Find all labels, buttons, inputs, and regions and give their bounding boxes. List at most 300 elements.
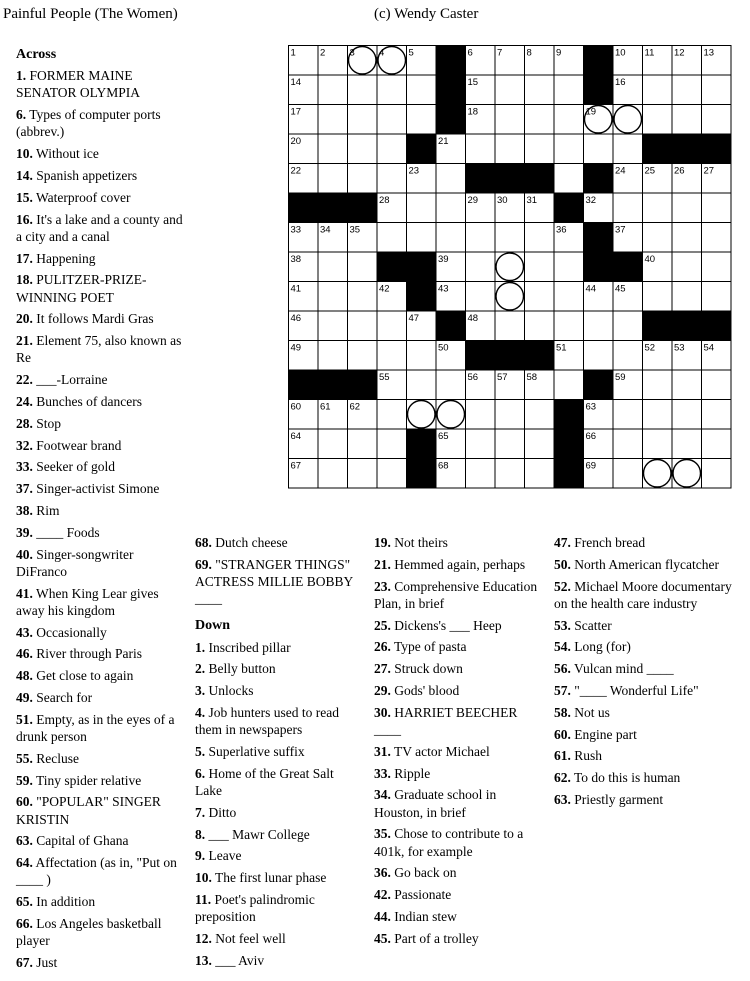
black-square <box>495 341 525 371</box>
black-square <box>466 164 496 194</box>
clue-text: Not feel well <box>211 930 286 946</box>
across-clue <box>16 271 186 305</box>
across-clue <box>16 954 186 971</box>
clue-number: 59. <box>16 772 33 788</box>
grid-cell[interactable] <box>377 105 407 135</box>
down-clue <box>195 639 363 656</box>
cell-number: 10 <box>615 47 626 59</box>
grid-cell[interactable] <box>525 429 555 459</box>
grid-cell[interactable] <box>613 311 643 341</box>
clue-text: Bunches of dancers <box>32 393 142 409</box>
clue-number: 68. <box>195 535 212 550</box>
grid-cell[interactable] <box>554 164 584 194</box>
grid-cell[interactable] <box>318 282 348 312</box>
cell-number: 65 <box>438 431 449 442</box>
down-clue-column-2 <box>374 534 544 952</box>
grid-cell[interactable] <box>613 193 643 223</box>
clue-text: Scatter <box>570 617 612 633</box>
across-clue <box>16 189 186 206</box>
grid-cell[interactable] <box>613 341 643 371</box>
grid-cell[interactable] <box>377 341 407 371</box>
grid-cell[interactable] <box>525 311 555 341</box>
across-clue <box>16 67 186 101</box>
clue-text: Capital of Ghana <box>32 833 129 849</box>
cell-number: 47 <box>408 313 420 324</box>
grid-cell[interactable] <box>702 75 732 105</box>
across-clue <box>16 332 186 366</box>
grid-cell[interactable] <box>643 429 673 459</box>
cell-number: 2 <box>320 47 326 59</box>
grid-cell[interactable] <box>643 193 673 223</box>
clue-text: Footwear brand <box>32 437 122 453</box>
grid-cell[interactable] <box>702 400 732 430</box>
cell-number: 44 <box>585 283 597 295</box>
clue-number: 37. <box>16 481 33 497</box>
grid-cell[interactable] <box>318 429 348 459</box>
clue-text: Unlocks <box>205 683 254 699</box>
across-clue <box>16 310 186 327</box>
cell-number: 69 <box>585 460 597 472</box>
grid-cell[interactable] <box>407 223 437 253</box>
cell-number: 62 <box>349 401 361 413</box>
across-clue <box>16 893 186 910</box>
clue-text: Occasionally <box>32 624 107 640</box>
cell-number: 14 <box>290 77 302 88</box>
clue-text: Los Angeles basketball player <box>16 915 162 949</box>
grid-cell[interactable] <box>672 223 702 253</box>
down-clue <box>195 660 363 677</box>
grid-cell[interactable] <box>348 252 378 282</box>
grid-cell[interactable] <box>672 370 702 400</box>
clue-number: 63. <box>16 833 33 849</box>
across-clue <box>16 371 186 388</box>
grid-cell[interactable] <box>407 341 437 371</box>
clue-number: 40. <box>16 546 33 562</box>
grid-cell[interactable] <box>348 164 378 194</box>
grid-cell[interactable] <box>318 75 348 105</box>
cell-number: 52 <box>644 342 656 354</box>
grid-cell[interactable] <box>436 370 466 400</box>
clue-text: Seeker of gold <box>32 459 115 475</box>
clue-text: Just <box>32 954 58 970</box>
clue-number: 44. <box>374 908 391 924</box>
clue-number: 1. <box>16 68 27 84</box>
down-clue <box>374 908 544 925</box>
grid-cell[interactable] <box>525 400 555 430</box>
black-square <box>554 400 584 430</box>
grid-cell[interactable] <box>495 459 525 489</box>
grid-cell[interactable] <box>525 223 555 253</box>
grid-cell[interactable] <box>318 105 348 135</box>
grid-cell[interactable] <box>554 134 584 164</box>
grid-cell[interactable] <box>525 282 555 312</box>
black-square <box>584 46 614 76</box>
grid-cell[interactable] <box>495 400 525 430</box>
grid-cell[interactable] <box>643 105 673 135</box>
clue-number: 35. <box>374 826 391 842</box>
grid-cell[interactable] <box>584 311 614 341</box>
grid-cell[interactable] <box>318 164 348 194</box>
grid-cell[interactable] <box>377 429 407 459</box>
black-square <box>318 370 348 400</box>
grid-cell[interactable] <box>525 75 555 105</box>
grid-cell[interactable] <box>702 370 732 400</box>
grid-cell[interactable] <box>672 105 702 135</box>
cell-number: 28 <box>379 195 390 206</box>
grid-cell[interactable] <box>348 105 378 135</box>
across-clue <box>16 832 186 849</box>
clue-number: 6. <box>16 107 27 123</box>
down-clue <box>554 556 734 573</box>
clue-number: 32. <box>16 437 33 453</box>
grid-cell[interactable] <box>702 252 732 282</box>
clue-number: 34. <box>374 787 391 803</box>
clue-number: 30. <box>374 704 391 720</box>
cell-number: 23 <box>408 165 420 177</box>
circled-cell-marker <box>673 460 701 488</box>
grid-cell[interactable] <box>554 75 584 105</box>
clue-number: 13. <box>195 952 212 968</box>
clue-text: Stop <box>32 415 62 431</box>
clue-text: Rim <box>32 502 60 518</box>
cell-number: 45 <box>615 283 626 295</box>
grid-cell[interactable] <box>466 134 496 164</box>
grid-cell[interactable] <box>407 370 437 400</box>
clue-text: Search for <box>32 689 93 705</box>
clue-text: Home of the Great Salt Lake <box>195 765 334 798</box>
black-square <box>584 75 614 105</box>
grid-cell[interactable] <box>318 252 348 282</box>
black-square <box>407 282 437 312</box>
grid-cell[interactable] <box>466 400 496 430</box>
down-heading: Down <box>195 618 231 634</box>
clue-text: It follows Mardi Gras <box>32 311 154 327</box>
cell-number: 5 <box>408 47 414 59</box>
clue-text: TV actor Michael <box>390 743 490 759</box>
grid-cell[interactable] <box>672 282 702 312</box>
grid-cell[interactable] <box>495 429 525 459</box>
grid-cell[interactable] <box>584 341 614 371</box>
clue-number: 52. <box>554 578 571 594</box>
cell-number: 22 <box>290 165 302 177</box>
grid-cell[interactable] <box>495 223 525 253</box>
cell-number: 11 <box>644 47 655 59</box>
clue-number: 7. <box>195 804 206 820</box>
grid-cell[interactable] <box>643 400 673 430</box>
grid-cell[interactable] <box>436 164 466 194</box>
cell-number: 3 <box>349 47 355 59</box>
clue-text: Types of computer ports (abbrev.) <box>16 107 161 140</box>
grid-cell[interactable] <box>613 134 643 164</box>
black-square <box>348 370 378 400</box>
grid-cell[interactable] <box>702 193 732 223</box>
across-clue <box>16 854 186 888</box>
black-square <box>407 459 437 489</box>
down-clue <box>374 534 544 551</box>
across-clue-column-1 <box>16 46 186 976</box>
clue-number: 4. <box>195 705 206 720</box>
grid-cell[interactable] <box>318 459 348 489</box>
clue-text: Indian stew <box>390 908 457 924</box>
grid-cell[interactable] <box>436 223 466 253</box>
grid-cell[interactable] <box>407 105 437 135</box>
grid-cell[interactable] <box>672 429 702 459</box>
cell-number: 27 <box>703 165 715 177</box>
grid-cell[interactable] <box>525 105 555 135</box>
clue-text: Vulcan mind ____ <box>570 661 674 677</box>
black-square <box>407 429 437 459</box>
down-clue <box>554 638 734 655</box>
grid-cell[interactable] <box>466 429 496 459</box>
clue-text: Tiny spider relative <box>32 772 142 788</box>
grid-cell[interactable] <box>554 311 584 341</box>
grid-cell[interactable] <box>643 282 673 312</box>
across-clue <box>16 915 186 949</box>
clue-number: 23. <box>374 578 391 594</box>
black-square <box>289 193 319 223</box>
clue-text: Passionate <box>390 887 452 903</box>
grid-cell[interactable] <box>525 252 555 282</box>
grid-cell[interactable] <box>318 341 348 371</box>
black-square <box>289 370 319 400</box>
cell-number: 8 <box>526 47 532 59</box>
across-clue <box>16 772 186 789</box>
black-square <box>672 134 702 164</box>
grid-cell[interactable] <box>377 311 407 341</box>
down-clue <box>554 578 734 612</box>
grid-cell[interactable] <box>672 75 702 105</box>
clue-text: ___ Aviv <box>211 952 265 968</box>
grid-cell[interactable] <box>495 134 525 164</box>
clue-text: Belly button <box>205 661 276 677</box>
black-square <box>554 459 584 489</box>
black-square <box>436 311 466 341</box>
clue-text: Comprehensive Education Plan, in brief <box>374 578 538 611</box>
clue-text: When King Lear gives away his kingdom <box>16 585 159 618</box>
grid-cell[interactable] <box>702 459 732 489</box>
cell-number: 55 <box>379 372 390 383</box>
clue-number: 19. <box>374 535 391 550</box>
grid-cell[interactable] <box>318 311 348 341</box>
grid-cell[interactable] <box>702 223 732 253</box>
grid-cell[interactable] <box>466 223 496 253</box>
grid-cell[interactable] <box>584 134 614 164</box>
clue-text: "STRANGER THINGS" ACTRESS MILLIE BOBBY ____ <box>195 556 353 607</box>
down-clue <box>374 786 544 820</box>
clue-text: "POPULAR" SINGER KRISTIN <box>16 794 161 827</box>
clue-text: Without ice <box>32 146 99 162</box>
grid-cell[interactable] <box>702 429 732 459</box>
clue-number: 27. <box>374 661 391 677</box>
black-square <box>584 252 614 282</box>
down-clue-column-3 <box>554 534 734 813</box>
grid-cell[interactable] <box>495 75 525 105</box>
across-clue <box>16 250 186 267</box>
clue-number: 54. <box>554 639 571 655</box>
grid-cell[interactable] <box>407 75 437 105</box>
down-clue <box>374 556 544 573</box>
grid-cell[interactable] <box>672 400 702 430</box>
cell-number: 9 <box>556 47 562 59</box>
cell-number: 53 <box>674 342 685 354</box>
cell-number: 56 <box>467 372 479 383</box>
grid-cell[interactable] <box>348 311 378 341</box>
down-clue <box>374 930 544 947</box>
down-clue <box>554 726 734 743</box>
grid-cell[interactable] <box>495 105 525 135</box>
across-clue <box>16 667 186 684</box>
clue-number: 41. <box>16 585 33 601</box>
cell-number: 42 <box>379 283 390 295</box>
grid-cell[interactable] <box>348 429 378 459</box>
clue-number: 9. <box>195 848 206 864</box>
clue-text: FORMER MAINE SENATOR OLYMPIA <box>16 68 141 101</box>
clue-number: 29. <box>374 682 391 698</box>
black-square <box>495 164 525 194</box>
grid-cell[interactable] <box>613 429 643 459</box>
cell-number: 19 <box>585 106 597 118</box>
clue-text: Priestly garment <box>570 791 664 807</box>
cell-number: 68 <box>438 460 449 472</box>
black-square <box>643 311 673 341</box>
across-clue <box>16 793 186 827</box>
grid-cell[interactable] <box>613 459 643 489</box>
grid-cell[interactable] <box>377 164 407 194</box>
crossword-grid <box>288 45 732 489</box>
down-clue <box>374 682 544 699</box>
clue-text: Engine part <box>570 726 637 742</box>
down-clue <box>554 534 734 551</box>
clue-number: 51. <box>16 711 33 727</box>
clue-number: 20. <box>16 311 33 327</box>
grid-cell[interactable] <box>377 75 407 105</box>
across-clue <box>16 546 186 580</box>
clue-text: Hemmed again, perhaps <box>390 556 526 572</box>
clue-text: Ripple <box>390 765 431 781</box>
grid-cell[interactable] <box>643 75 673 105</box>
down-clue <box>195 704 363 738</box>
clue-number: 55. <box>16 750 33 766</box>
down-clue <box>195 891 363 925</box>
grid-cell[interactable] <box>672 193 702 223</box>
clue-text: It's a lake and a county and a city and a canal <box>16 211 183 244</box>
clue-number: 26. <box>374 639 391 655</box>
grid-cell[interactable] <box>377 459 407 489</box>
across-clue <box>16 211 186 245</box>
clue-text: River through Paris <box>32 646 142 662</box>
black-square <box>466 341 496 371</box>
grid-cell[interactable] <box>554 105 584 135</box>
clue-number: 6. <box>195 765 206 781</box>
grid-cell[interactable] <box>525 134 555 164</box>
clue-number: 8. <box>195 826 206 842</box>
grid-cell[interactable] <box>466 282 496 312</box>
grid-cell[interactable] <box>436 193 466 223</box>
circled-cell-marker <box>614 106 642 134</box>
grid-cell[interactable] <box>318 134 348 164</box>
grid-cell[interactable] <box>348 134 378 164</box>
clue-number: 48. <box>16 668 33 684</box>
grid-cell[interactable] <box>554 252 584 282</box>
grid-cell[interactable] <box>348 459 378 489</box>
cell-number: 41 <box>290 283 302 295</box>
black-square <box>436 46 466 76</box>
clue-number: 65. <box>16 894 33 910</box>
grid-cell[interactable] <box>643 223 673 253</box>
grid-cell[interactable] <box>348 75 378 105</box>
down-clue <box>374 743 544 760</box>
down-clue <box>554 617 734 634</box>
grid-cell[interactable] <box>525 459 555 489</box>
cell-number: 35 <box>349 224 361 236</box>
down-clue <box>195 952 363 969</box>
clue-text: Affectation (as in, "Put on ____ ) <box>16 855 177 888</box>
grid-cell[interactable] <box>466 459 496 489</box>
cell-number: 6 <box>467 47 473 59</box>
cell-number: 33 <box>290 224 302 236</box>
grid-cell[interactable] <box>643 370 673 400</box>
grid-cell[interactable] <box>466 252 496 282</box>
cell-number: 16 <box>615 77 626 88</box>
black-square <box>554 429 584 459</box>
black-square <box>525 341 555 371</box>
black-square <box>613 252 643 282</box>
down-clue <box>374 617 544 634</box>
down-clue <box>195 826 363 843</box>
grid-cell[interactable] <box>407 193 437 223</box>
cell-number: 36 <box>556 224 567 236</box>
black-square <box>584 223 614 253</box>
down-clue <box>195 847 363 864</box>
cell-number: 31 <box>526 195 538 206</box>
grid-cell[interactable] <box>348 282 378 312</box>
grid-cell[interactable] <box>702 105 732 135</box>
cell-number: 1 <box>290 47 296 59</box>
cell-number: 24 <box>615 165 626 177</box>
grid-cell[interactable] <box>377 223 407 253</box>
black-square <box>436 105 466 135</box>
clue-text: ____ Foods <box>32 524 100 540</box>
grid-cell[interactable] <box>377 134 407 164</box>
cell-number: 25 <box>644 165 656 177</box>
grid-cell[interactable] <box>377 400 407 430</box>
down-clue <box>554 704 734 721</box>
grid-cell[interactable] <box>613 400 643 430</box>
clue-number: 39. <box>16 524 33 540</box>
grid-cell[interactable] <box>554 370 584 400</box>
down-clue <box>374 825 544 859</box>
grid-cell[interactable] <box>554 282 584 312</box>
black-square <box>584 164 614 194</box>
grid-cell[interactable] <box>702 282 732 312</box>
across-clue <box>16 393 186 410</box>
grid-cell[interactable] <box>348 341 378 371</box>
clue-number: 33. <box>16 459 33 475</box>
grid-cell[interactable] <box>495 311 525 341</box>
cell-number: 15 <box>467 77 479 88</box>
clue-number: 36. <box>374 865 391 881</box>
grid-cell[interactable] <box>672 252 702 282</box>
cell-number: 29 <box>467 195 479 206</box>
down-clue <box>374 578 544 612</box>
clue-text: Michael Moore documentary on the health care industry <box>554 578 732 611</box>
clue-number: 53. <box>554 617 571 633</box>
clue-number: 57. <box>554 682 571 698</box>
across-clue <box>16 145 186 162</box>
clue-text: Poet's palindromic preposition <box>195 891 315 925</box>
clue-number: 1. <box>195 639 206 655</box>
cell-number: 48 <box>467 313 479 324</box>
